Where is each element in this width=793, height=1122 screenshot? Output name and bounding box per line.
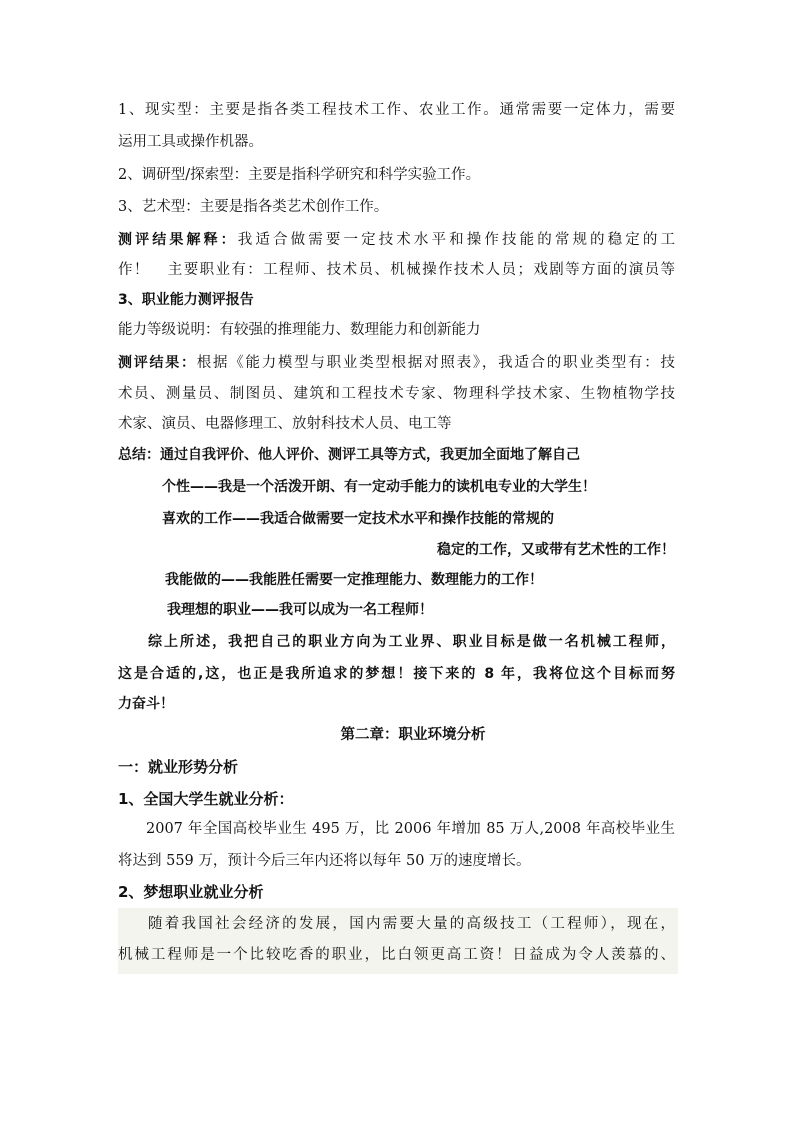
summary-line: 稳定的工作，又或带有艺术性的工作！ [437,542,675,558]
text-line: 术员、测量员、制图员、建筑和工程技术专家、物理科学技术家、生物植物学技 [118,386,675,402]
text-line: 机械工程师是一个比较吃香的职业，比白领更高工资！日益成为令人羡慕的、 [118,947,675,963]
text-line: 2、调研型/探索型：主要是指科学研究和科学实验工作。 [118,167,481,183]
summary-line: 力奋斗！ [118,696,174,712]
bold-label: 测评结果解释： [118,232,238,248]
text-line: 随着我国社会经济的发展，国内需要大量的高级技工（工程师），现在， [148,916,675,932]
summary-line: 个性——我是一个活泼开朗、有一定动手能力的读机电专业的大学生！ [162,479,596,495]
text-line: 1、现实型：主要是指各类工程技术工作、农业工作。通常需要一定体力，需要 [118,102,675,118]
section-heading: 1、全国大学生就业分析： [118,790,294,808]
summary-line: 总结：通过自我评价、他人评价、测评工具等方式，我更加全面地了解自己 [118,447,580,463]
text-line: 将达到 559 万，预计今后三年内还将以每年 50 万的速度增长。 [118,853,531,869]
bold-label: 测评结果： [118,355,197,371]
summary-line: 我能做的——我能胜任需要一定推理能力、数理能力的工作！ [165,572,543,588]
summary-line: 综上所述，我把自己的职业方向为工业界、职业目标是做一名机械工程师， [148,634,675,650]
text-line: 3、艺术型：主要是指各类艺术创作工作。 [118,199,389,215]
section-heading: 一：就业形势分析 [118,758,239,776]
section-heading: 2、梦想职业就业分析 [118,883,264,901]
summary-line: 喜欢的工作——我适合做需要一定技术水平和操作技能的常规的 [162,511,554,527]
section-heading: 3、职业能力测评报告 [118,292,254,308]
text-line: 2007 年全国高校毕业生 495 万，比 2006 年增加 85 万人,2008 年高校毕业生 [146,821,675,837]
text-line [118,353,675,373]
text-line: 作！ 主要职业有：工程师、技术员、机械操作技术人员；戏剧等方面的演员等 [118,262,675,278]
text-span: 我适合做需要一定技术水平和操作技能的常规的稳定的工 [237,232,676,248]
chapter-title: 第二章：职业环境分析 [340,727,486,743]
summary-line: 我理想的职业——我可以成为一名工程师！ [167,602,433,618]
text-span: 根据《能力模型与职业类型根据对照表》，我适合的职业类型有：技 [196,355,676,371]
text-line [118,230,675,250]
text-line: 能力等级说明：有较强的推理能力、数理能力和创新能力 [118,322,481,338]
text-line: 运用工具或操作机器。 [118,134,263,150]
text-line: 术家、演员、电器修理工、放射科技术人员、电工等 [118,416,452,432]
summary-line: 这是合适的,这，也正是我所追求的梦想！接下来的 8 年，我将位这个目标而努 [118,666,675,682]
